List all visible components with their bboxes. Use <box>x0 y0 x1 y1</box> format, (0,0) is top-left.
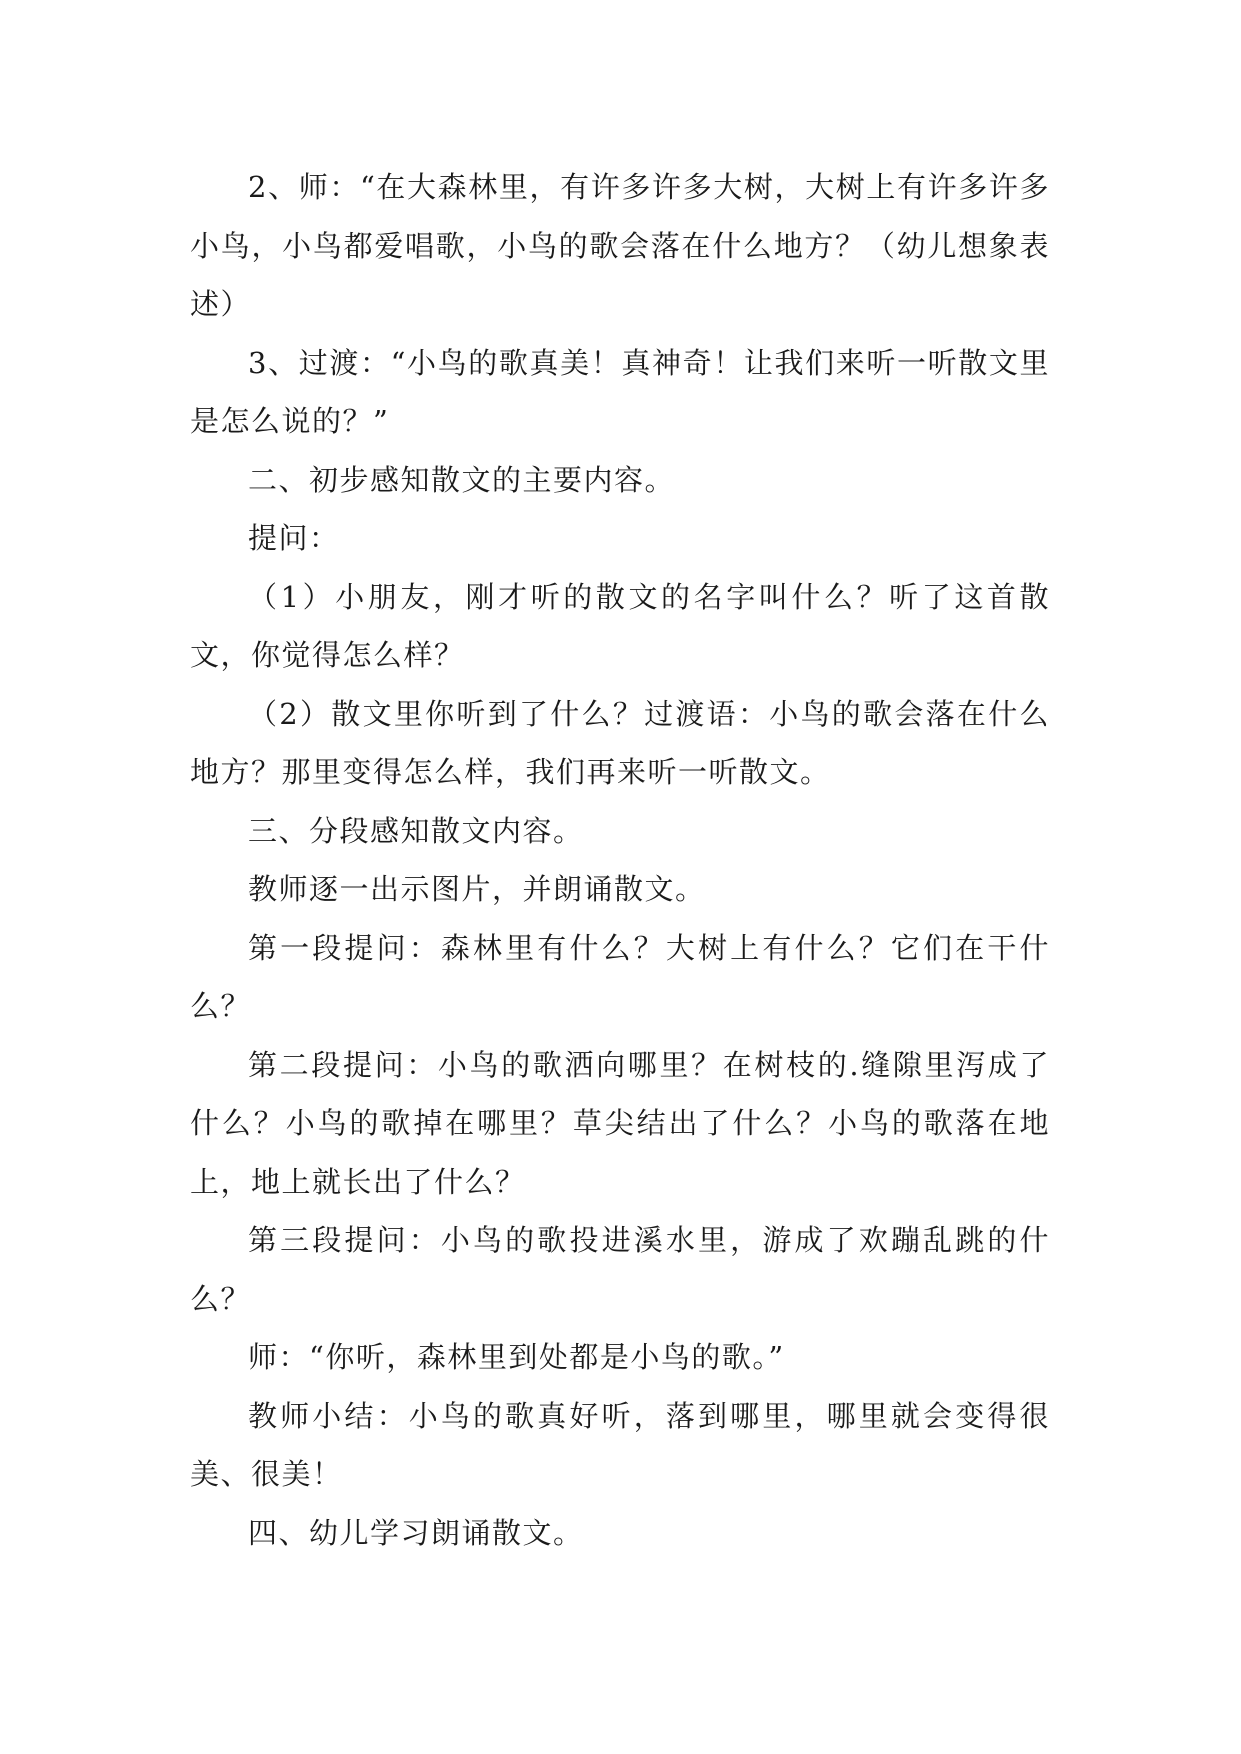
section-heading-3: 三、分段感知散文内容。 <box>248 813 584 848</box>
section-heading-4: 四、幼儿学习朗诵散文。 <box>248 1515 584 1550</box>
paragraph-step-3: 3、过渡：“小鸟的歌真美！真神奇！让我们来听一听散文里是怎么说的？” <box>190 345 1050 438</box>
paragraph-question-2: （2）散文里你听到了什么？过渡语：小鸟的歌会落在什么地方？那里变得怎么样，我们再来听一听散文。 <box>190 696 1050 789</box>
paragraph-segment-1: 第一段提问：森林里有什么？大树上有什么？它们在干什么？ <box>190 930 1050 1023</box>
document-body <box>190 158 1050 1562</box>
paragraph-teacher-quote: 师：“你听，森林里到处都是小鸟的歌。” <box>248 1340 785 1374</box>
section-heading-2: 二、初步感知散文的主要内容。 <box>248 462 676 497</box>
paragraph-question-label: 提问： <box>248 521 340 555</box>
paragraph-teacher-summary: 教师小结：小鸟的歌真好听，落到哪里，哪里就会变得很美、很美！ <box>190 1398 1050 1491</box>
paragraph-segment-3: 第三段提问：小鸟的歌投进溪水里，游成了欢蹦乱跳的什么？ <box>190 1223 1050 1316</box>
paragraph-segment-2: 第二段提问：小鸟的歌洒向哪里？在树枝的.缝隙里泻成了什么？小鸟的歌掉在哪里？草尖结出了什么？小鸟的歌落在地上，地上就长出了什么？ <box>190 1047 1050 1199</box>
paragraph-step-2: 2、师：“在大森林里，有许多许多大树，大树上有许多许多小鸟，小鸟都爱唱歌，小鸟的歌会落在什么地方？（幼儿想象表述） <box>190 170 1050 321</box>
paragraph-teacher-show: 教师逐一出示图片，并朗诵散文。 <box>248 872 706 906</box>
paragraph-question-1: （1）小朋友，刚才听的散文的名字叫什么？听了这首散文，你觉得怎么样？ <box>190 579 1050 672</box>
